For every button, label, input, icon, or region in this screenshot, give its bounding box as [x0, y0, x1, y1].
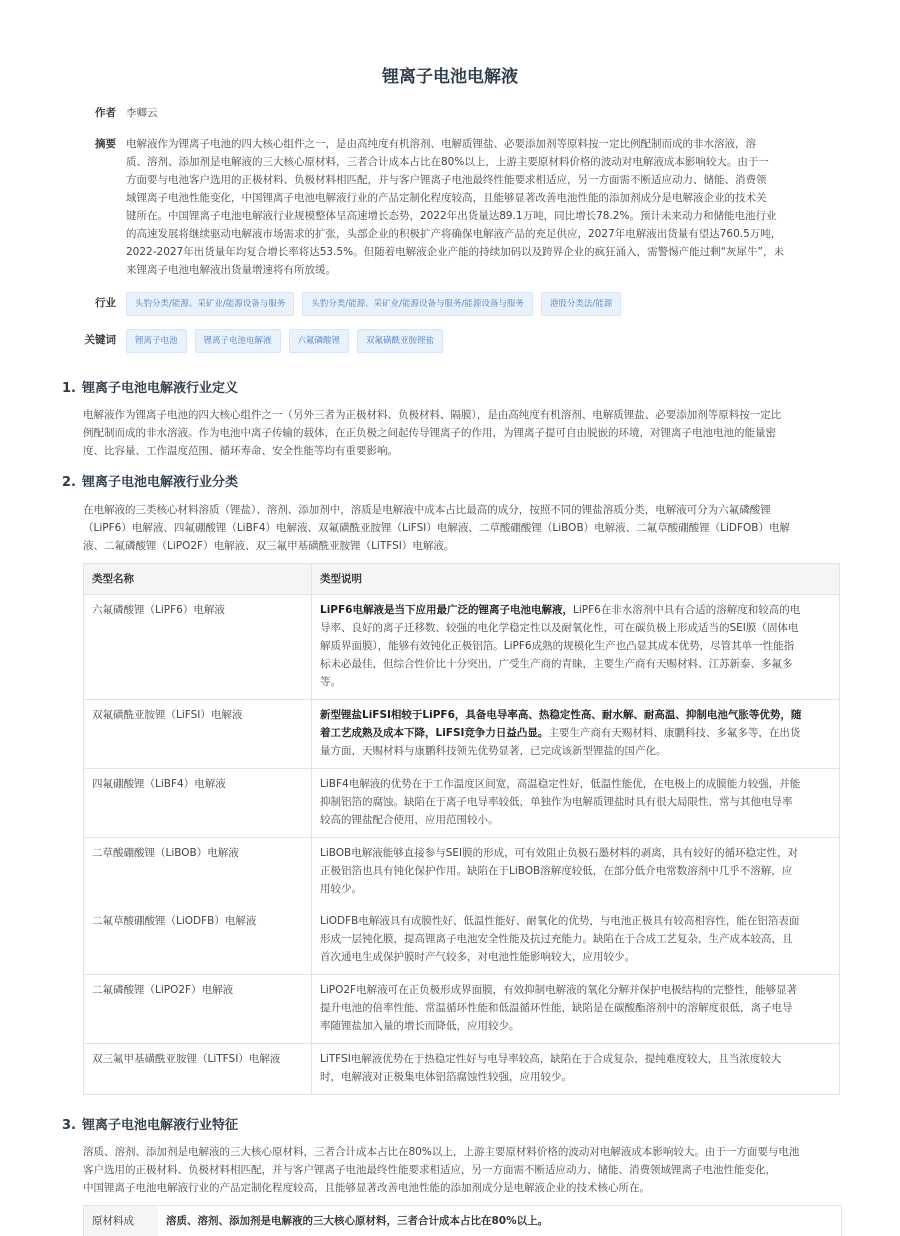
paragraph-line: 度、比容量、工作温度范围、循环寿命、安全性能等均有重要影响。: [83, 445, 398, 457]
paragraph-line: 中国锂离子电池电解液行业的产品定制化程度较高，且能够显著改善电池性能的添加剂成分是电解液企业的技术核心所在。: [83, 1182, 650, 1194]
paragraph-line: 电解液作为锂离子电池的四大核心组件之一（另外三者为正极材料、负极材料、隔膜），是由高纯度有机溶剂、电解质锂盐、必要添加剂等原料按一定比: [83, 409, 782, 421]
keyword-tag[interactable]: 六氟磷酸锂: [289, 329, 350, 353]
highlight-text: 新型锂盐LiFSI相较于LiPF6，具备电导率高、热稳定性高、耐水解、耐高温、抑制电池气胀等优势，随: [320, 709, 802, 721]
description-line: 提升电池的倍率性能、常温循环性能和低温循环性能，缺陷是在碳酸酯溶剂中的溶解度很低，离子电导: [320, 1002, 793, 1014]
description-line: 较高的锂盐配合使用，应用范围较小。: [320, 814, 499, 826]
table-header: 类型说明: [312, 564, 840, 595]
paragraph-line: 例配制而成的非水溶液。作为电池中离子传输的载体，在正负极之间起传导锂离子的作用，为锂离子提可自由脱嵌的环境，对锂离子电池电池的能量密: [83, 427, 776, 439]
type-description: [312, 838, 840, 907]
description-line: 形成一层钝化膜，提高锂离子电池安全性能及抗过充能力。缺陷在于合成工艺复杂，生产成本较高，且: [320, 933, 793, 945]
author-label: 作者: [95, 107, 116, 119]
abstract-text: [126, 135, 820, 279]
paragraph-line: 溶质、溶剂、添加剂是电解液的三大核心原材料，三者合计成本占比在80%以上，上游主要原材料价格的波动对电解液成本影响较大。由于一方面要与电池: [83, 1146, 800, 1158]
industry-tag[interactable]: 头豹分类/能源、采矿业/能源设备与服务/能源设备与服务: [302, 292, 533, 316]
industry-tags: [126, 292, 820, 316]
table-row: [84, 1044, 840, 1095]
type-description: [312, 595, 840, 700]
keyword-tag[interactable]: 锂离子电池: [126, 329, 187, 353]
type-description: [312, 1044, 840, 1095]
section-number: 2.: [62, 475, 76, 490]
description-line: 量方面，天赐材料与康鹏科技领先优势显著，已完成该新型锂盐的国产化。: [320, 745, 667, 757]
abstract-label: 摘要: [95, 138, 116, 150]
type-name: 四氟硼酸锂（LiBF4）电解液: [84, 769, 312, 838]
type-name: 二氟磷酸锂（LiPO2F）电解液: [84, 975, 312, 1044]
keyword-tag[interactable]: 锂离子电池电解液: [195, 329, 281, 353]
paragraph-line: （LiPF6）电解液、四氟硼酸锂（LiBF4）电解液、双氟磺酰亚胺锂（LiFSI）电解液、二草酸硼酸锂（LiBOB）电解液、二氟草酸硼酸锂（LiDFOB）电解: [83, 522, 791, 534]
industry-tag[interactable]: 头豹分类/能源、采矿业/能源设备与服务: [126, 292, 294, 316]
type-name: 二草酸硼酸锂（LiBOB）电解液: [84, 838, 312, 907]
section-title: 锂离子电池电解液行业定义: [82, 381, 239, 396]
description-line: 等。: [320, 676, 341, 688]
table-row: [84, 595, 840, 700]
paragraph-line: 客户选用的正极材料、负极材料相匹配，并与客户锂离子电池最终性能要求相适应，另一方面需不断适应动力、储能、消费领域锂离子电池性能变化，: [83, 1164, 776, 1176]
description-line: LiODFB电解液具有成膜性好、低温性能好、耐氧化的优势，与电池正极具有较高相容性，能在铝箔表面: [320, 915, 800, 927]
table-header: 类型名称: [84, 564, 312, 595]
author-value: 李卿云: [126, 107, 158, 119]
description-line: 解质界面膜），能够有效钝化正极铝箔。LiPF6成熟的规模化生产也凸显其成本优势，尽管其单一性能指: [320, 640, 795, 652]
section-heading: [62, 1116, 238, 1136]
section-title: 锂离子电池电解液行业分类: [82, 475, 239, 490]
abstract-line: 的高速发展将继续驱动电解液市场需求的扩张，头部企业的积极扩产将确保电解液产品的充足供应，2027年电解液出货量有望达760.5万吨，: [126, 228, 782, 240]
section-paragraph: [83, 1143, 839, 1197]
industry-label: 行业: [95, 297, 116, 309]
table-header-row: [84, 564, 840, 595]
page-title: 锂离子电池电解液: [382, 67, 518, 87]
description-line: 用较少。: [320, 883, 362, 895]
abstract-line: 质、溶剂、添加剂是电解液的三大核心原材料，三者合计成本占比在80%以上，上游主要原材料价格的波动对电解液成本影响较大。由于一: [126, 156, 769, 168]
table-row: [84, 906, 840, 975]
type-name: 二氟草酸硼酸锂（LiODFB）电解液: [84, 906, 312, 975]
abstract-line: 方面要与电池客户选用的正极材料、负极材料相匹配，并与客户锂离子电池最终性能要求相适应，另一方面需不断适应动力、储能、消费领: [126, 174, 767, 186]
industry-row: [80, 292, 820, 316]
description-line: 主要生产商有天赐材料、康鹏科技、多氟多等，在出货: [548, 727, 801, 739]
table-row: [84, 769, 840, 838]
description-line: 标未必最佳，但综合性价比十分突出，广受生产商的青睐，主要生产商有天赐材料、江苏新泰、多氟多: [320, 658, 793, 670]
section-title: 锂离子电池电解液行业特征: [82, 1118, 239, 1133]
description-line: 首次通电生成保护膜时产气较多，对电池性能影响较大，应用较少。: [320, 951, 635, 963]
feature-table-row: [83, 1205, 842, 1236]
table-row: [84, 700, 840, 769]
keyword-tags: [126, 329, 820, 353]
type-description: [312, 769, 840, 838]
type-name: 六氟磷酸锂（LiPF6）电解液: [84, 595, 312, 700]
description-line: LiBOB电解液能够直接参与SEI膜的形成，可有效阻止负极石墨材料的剥离，具有较好的循环稳定性，对: [320, 847, 799, 859]
keyword-tag[interactable]: 双氟磺酰亚胺锂盐: [357, 329, 443, 353]
section-paragraph: [83, 406, 839, 460]
description-line: 导率、良好的离子迁移数、较强的电化学稳定性以及耐氧化性，可在碳负极上形成适当的SEI膜（固体电: [320, 622, 799, 634]
section-number: 3.: [62, 1118, 76, 1133]
type-description: [312, 975, 840, 1044]
feature-name: 原材料成: [84, 1206, 158, 1236]
abstract-line: 2022-2027年出货量年均复合增长率将达53.5%。但随着电解液企业产能的持续加码以及跨界企业的疯狂涌入，需警惕产能过剩“灰犀牛”，未: [126, 246, 784, 258]
abstract-line: 电解液作为锂离子电池的四大核心组件之一，是由高纯度有机溶剂、电解质锂盐、必要添加剂等原料按一定比例配制而成的非水溶液，溶: [126, 138, 756, 150]
highlight-text: LiPF6电解液是当下应用最广泛的锂离子电池电解液，: [320, 604, 573, 616]
type-description: [312, 906, 840, 975]
author-row: [80, 104, 820, 122]
abstract-line: 来锂离子电池电解液出货量增速将有所放缓。: [126, 264, 336, 276]
abstract-line: 域锂离子电池性能变化，中国锂离子电池电解液行业的产品定制化程度较高，且能够显著改善电池性能的添加剂成分是电解液企业的技术关: [126, 192, 767, 204]
description-line: 时，电解液对正极集电体铝箔腐蚀性较强，应用较少。: [320, 1071, 572, 1083]
section-heading: [62, 379, 238, 399]
type-name: 双三氟甲基磺酰亚胺锂（LiTFSI）电解液: [84, 1044, 312, 1095]
classification-table: [83, 563, 840, 1095]
abstract-line: 键所在。中国锂离子电池电解液行业规模整体呈高速增长态势，2022年出货量达89.1万吨，同比增长78.2%。预计未来动力和储能电池行业: [126, 210, 777, 222]
table-row: [84, 838, 840, 907]
highlight-text: 着工艺成熟及成本下降，LiFSI竞争力日益凸显。: [320, 727, 549, 739]
paragraph-line: 在电解液的三类核心材料溶质（锂盐）、溶剂、添加剂中，溶质是电解液中成本占比最高的成分，按照不同的锂盐溶质分类，电解液可分为六氟磷酸锂: [83, 504, 771, 516]
description-line: LiPO2F电解液可在正负极形成界面膜，有效抑制电解液的氧化分解并保护电极结构的完整性，能够显著: [320, 984, 798, 996]
keywords-label: 关键词: [84, 334, 116, 346]
type-name: 双氟磺酰亚胺锂（LiFSI）电解液: [84, 700, 312, 769]
description-line: 率随锂盐加入量的增长而降低，应用较少。: [320, 1020, 520, 1032]
table-row: [84, 975, 840, 1044]
type-description: [312, 700, 840, 769]
feature-description: 溶质、溶剂、添加剂是电解液的三大核心原材料，三者合计成本占比在80%以上。: [166, 1215, 549, 1227]
industry-tag[interactable]: 港股分类法/能源: [541, 292, 621, 316]
section-heading: [62, 473, 238, 493]
description-line: 正极铝箔也具有钝化保护作用。缺陷在于LiBOB溶解度较低，在部分低介电常数溶剂中几乎不溶解，应: [320, 865, 793, 877]
section-paragraph: [83, 501, 839, 555]
description-line: LiPF6在非水溶剂中具有合适的溶解度和较高的电: [572, 604, 801, 616]
description-line: 抑制铝箔的腐蚀。缺陷在于离子电导率较低，单独作为电解质锂盐时具有很大局限性，常与其他电导率: [320, 796, 793, 808]
paragraph-line: 液、二氟磷酸锂（LiPO2F）电解液、双三氟甲基磺酰亚胺锂（LiTFSI）电解液。: [83, 540, 455, 552]
keywords-row: [80, 329, 820, 353]
description-line: LiTFSI电解液优势在于热稳定性好与电导率较高，缺陷在于合成复杂，提纯难度较大，且当浓度较大: [320, 1053, 782, 1065]
abstract-row: [80, 135, 820, 279]
section-number: 1.: [62, 381, 76, 396]
description-line: LiBF4电解液的优势在于工作温度区间宽，高温稳定性好，低温性能优，在电极上的成膜能力较强，并能: [320, 778, 801, 790]
